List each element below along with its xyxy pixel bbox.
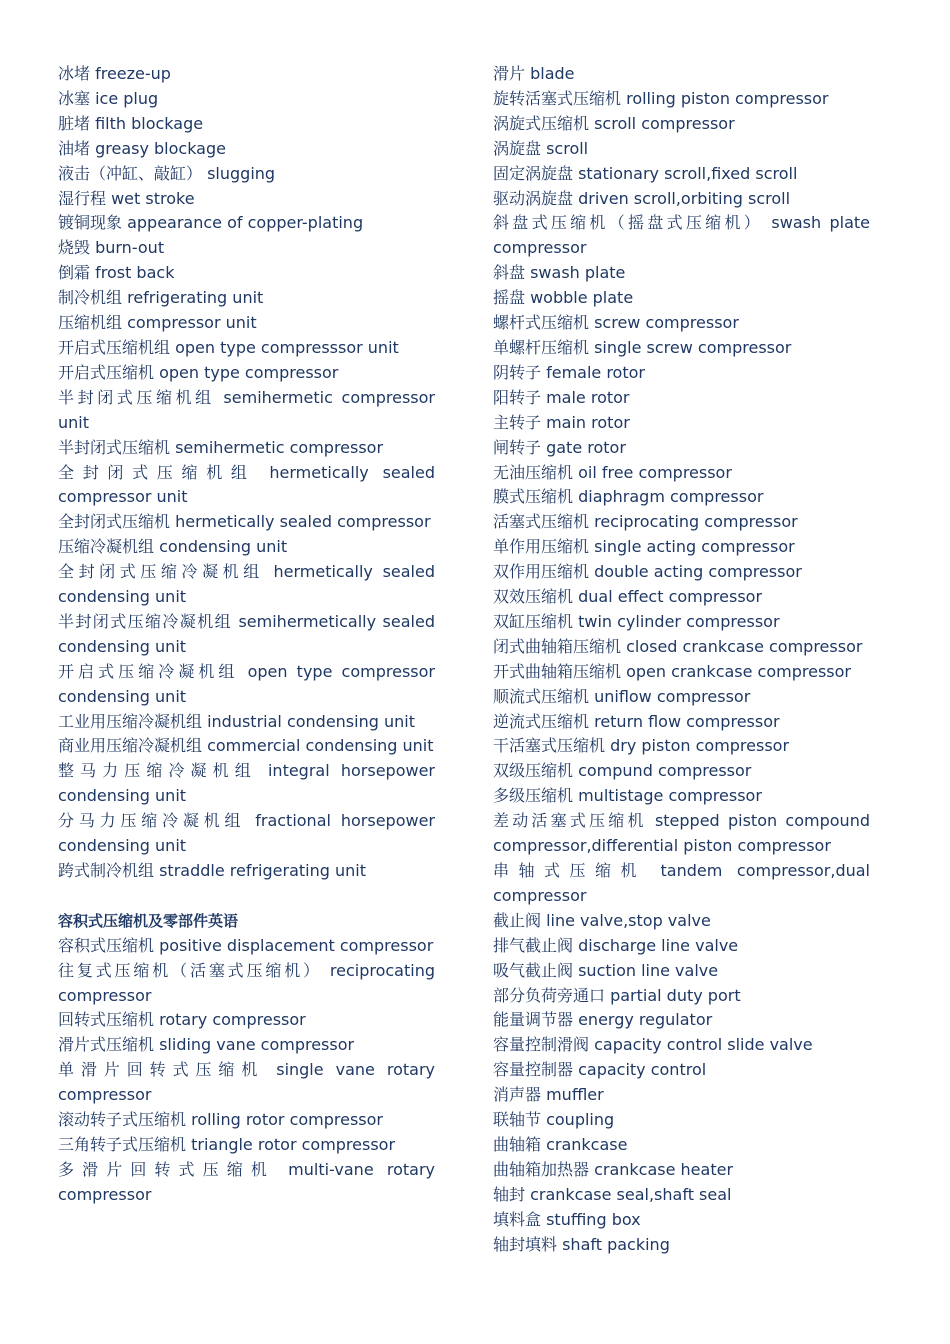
glossary-entry: 冰堵 freeze-up <box>58 64 171 83</box>
glossary-entry: 单滑片回转式压缩机 single vane rotary compressor <box>58 1060 435 1105</box>
glossary-entry: 全封闭式压缩冷凝机组 hermetically sealed condensing unit <box>58 562 435 607</box>
glossary-entry: 无油压缩机 oil free compressor <box>493 462 732 482</box>
glossary-entry: 阳转子 male rotor <box>493 387 630 407</box>
glossary-entry: 压缩机组 compressor unit <box>58 313 257 333</box>
glossary-entry: 干活塞式压缩机 dry piston compressor <box>493 736 790 756</box>
glossary-entry: 轴封 crankcase seal,shaft seal <box>493 1184 732 1204</box>
glossary-entry: 闭式曲轴箱压缩机 closed crankcase compressor <box>493 636 863 656</box>
glossary-entry: 烧毁 burn-out <box>58 238 165 258</box>
glossary-entry: 脏堵 filth blockage <box>58 113 204 133</box>
glossary-entry: 制冷机组 refrigerating unit <box>58 288 264 308</box>
glossary-entry: 液击（冲缸、敲缸） slugging <box>58 163 276 183</box>
left-column <box>58 62 435 1258</box>
glossary-entry: 能量调节器 energy regulator <box>493 1010 713 1030</box>
glossary-entry: 全封闭式压缩机组 hermetically sealed compressor unit <box>58 462 435 507</box>
glossary-entry: 商业用压缩冷凝机组 commercial condensing unit <box>58 736 434 756</box>
left-term-list-section <box>58 934 435 1208</box>
right-column <box>493 62 870 1258</box>
section-title: 容积式压缩机及零部件英语 <box>58 911 239 930</box>
glossary-entry: 开启式压缩机 open type compressor <box>58 362 339 382</box>
glossary-entry: 整马力压缩冷凝机组 integral horsepower condensing unit <box>58 761 435 806</box>
glossary-entry: 排气截止阀 discharge line valve <box>493 935 739 955</box>
section-gap <box>58 884 435 909</box>
glossary-entry: 旋转活塞式压缩机 rolling piston compressor <box>493 88 829 108</box>
glossary-entry: 容量控制滑阀 capacity control slide valve <box>493 1035 813 1055</box>
glossary-entry: 分马力压缩冷凝机组 fractional horsepower condensing unit <box>58 811 435 856</box>
glossary-entry: 顺流式压缩机 uniflow compressor <box>493 686 751 706</box>
glossary-entry: 开式曲轴箱压缩机 open crankcase compressor <box>493 661 851 681</box>
glossary-entry: 压缩冷凝机组 condensing unit <box>58 537 288 557</box>
glossary-entry: 阴转子 female rotor <box>493 362 645 382</box>
glossary-entry: 主转子 main rotor <box>493 412 630 432</box>
glossary-entry: 三角转子式压缩机 triangle rotor compressor <box>58 1134 396 1154</box>
glossary-entry: 回转式压缩机 rotary compressor <box>58 1010 306 1030</box>
glossary-entry: 冰塞 ice plug <box>58 88 159 108</box>
glossary-entry: 涡旋盘 scroll <box>493 138 589 158</box>
glossary-entry: 闸转子 gate rotor <box>493 437 626 457</box>
glossary-entry: 单螺杆压缩机 single screw compressor <box>493 337 792 357</box>
glossary-entry: 滚动转子式压缩机 rolling rotor compressor <box>58 1110 384 1130</box>
glossary-entry: 多级压缩机 multistage compressor <box>493 786 762 806</box>
glossary-entry: 湿行程 wet stroke <box>58 188 195 208</box>
glossary-entry: 双作用压缩机 double acting compressor <box>493 562 802 582</box>
glossary-entry: 膜式压缩机 diaphragm compressor <box>493 487 764 507</box>
glossary-entry: 容积式压缩机 positive displacement compressor <box>58 935 434 955</box>
glossary-entry: 半封闭式压缩冷凝机组 semihermetically sealed condensing unit <box>58 611 435 656</box>
glossary-entry: 斜盘式压缩机（摇盘式压缩机） swash plate compressor <box>493 213 870 258</box>
glossary-entry: 螺杆式压缩机 screw compressor <box>493 313 739 333</box>
glossary-entry: 驱动涡旋盘 driven scroll,orbiting scroll <box>493 188 791 208</box>
glossary-entry: 半封闭式压缩机 semihermetic compressor <box>58 437 384 457</box>
glossary-entry: 容量控制器 capacity control <box>493 1060 707 1080</box>
document-page <box>58 62 870 1258</box>
glossary-entry: 双级压缩机 compund compressor <box>493 761 752 781</box>
glossary-entry: 活塞式压缩机 reciprocating compressor <box>493 512 798 532</box>
glossary-entry: 曲轴箱加热器 crankcase heater <box>493 1159 734 1179</box>
glossary-entry: 差动活塞式压缩机 stepped piston compound compressor,differential piston compressor <box>493 811 870 856</box>
glossary-entry: 斜盘 swash plate <box>493 263 626 283</box>
glossary-entry: 双效压缩机 dual effect compressor <box>493 587 763 607</box>
glossary-entry: 倒霜 frost back <box>58 263 175 283</box>
glossary-entry: 油堵 greasy blockage <box>58 138 226 158</box>
glossary-entry: 单作用压缩机 single acting compressor <box>493 537 795 557</box>
glossary-entry: 联轴节 coupling <box>493 1110 615 1130</box>
glossary-entry: 消声器 muffler <box>493 1085 604 1105</box>
left-term-list <box>58 62 435 884</box>
glossary-entry: 多滑片回转式压缩机 multi-vane rotary compressor <box>58 1159 435 1204</box>
glossary-entry: 开启式压缩冷凝机组 open type compressor condensing unit <box>58 661 435 706</box>
glossary-entry: 轴封填料 shaft packing <box>493 1234 670 1254</box>
glossary-entry: 逆流式压缩机 return flow compressor <box>493 711 780 731</box>
glossary-entry: 跨式制冷机组 straddle refrigerating unit <box>58 861 366 880</box>
glossary-entry: 部分负荷旁通口 partial duty port <box>493 985 741 1005</box>
glossary-entry: 串轴式压缩机 tandem compressor,dual compressor <box>493 861 870 905</box>
glossary-entry: 往复式压缩机（活塞式压缩机） reciprocating compressor <box>58 960 435 1005</box>
glossary-entry: 填料盒 stuffing box <box>493 1209 641 1229</box>
glossary-entry: 摇盘 wobble plate <box>493 288 634 308</box>
glossary-entry: 工业用压缩冷凝机组 industrial condensing unit <box>58 711 415 731</box>
glossary-entry: 开启式压缩机组 open type compresssor unit <box>58 337 399 357</box>
glossary-entry: 滑片式压缩机 sliding vane compressor <box>58 1035 355 1055</box>
glossary-entry: 全封闭式压缩机 hermetically sealed compressor <box>58 512 431 532</box>
glossary-entry: 固定涡旋盘 stationary scroll,fixed scroll <box>493 163 798 183</box>
glossary-entry: 曲轴箱 crankcase <box>493 1134 628 1154</box>
glossary-entry: 涡旋式压缩机 scroll compressor <box>493 113 735 133</box>
glossary-entry: 双缸压缩机 twin cylinder compressor <box>493 611 780 631</box>
right-term-list <box>493 62 870 1258</box>
glossary-entry: 滑片 blade <box>493 64 575 83</box>
glossary-entry: 吸气截止阀 suction line valve <box>493 960 719 980</box>
glossary-entry: 镀铜现象 appearance of copper-plating <box>58 213 364 233</box>
glossary-entry: 截止阀 line valve,stop valve <box>493 910 711 930</box>
glossary-entry: 半封闭式压缩机组 semihermetic compressor unit <box>58 387 435 432</box>
